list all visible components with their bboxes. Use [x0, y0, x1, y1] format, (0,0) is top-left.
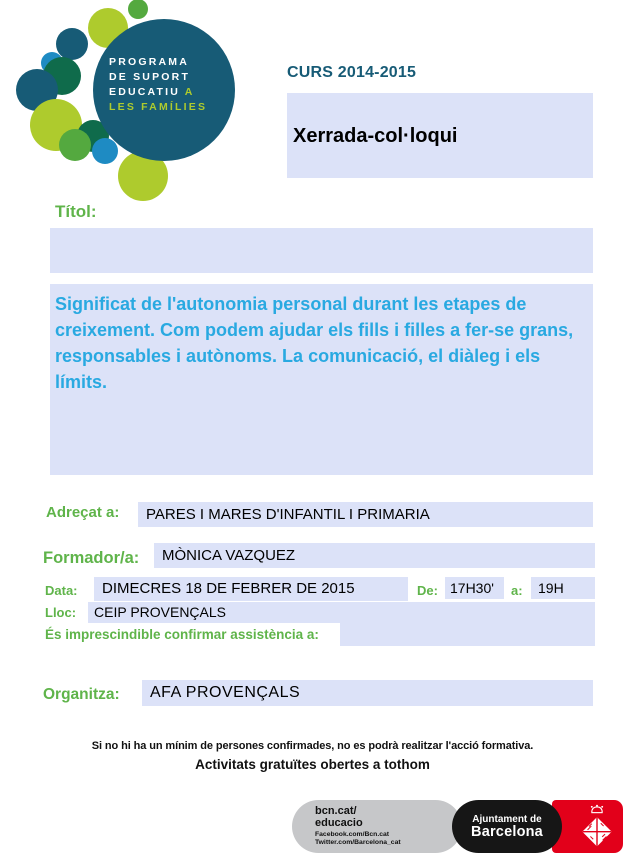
event-type-box [287, 93, 593, 178]
logo-line-3: EDUCATIU A [109, 86, 195, 98]
logo-circle-green-top [128, 0, 148, 19]
logo-main-circle [93, 19, 235, 161]
de-label: De: [417, 583, 438, 598]
logo-line-2: DE SUPORT [109, 71, 191, 83]
formador-field[interactable]: MÒNICA VAZQUEZ [154, 543, 595, 568]
ajuntament-panel [452, 800, 562, 853]
barcelona-coat-of-arms-icon [580, 804, 614, 850]
organitza-field[interactable]: AFA PROVENÇALS [142, 680, 593, 706]
lloc-field[interactable]: CEIP PROVENÇALS [88, 602, 595, 623]
logo-circle-teal-small [56, 28, 88, 60]
titol-label: Títol: [55, 202, 97, 221]
data-label: Data: [45, 583, 78, 598]
description-text: Significat de l'autonomia personal durant les etapes de creixement. Com podem ajudar els fills i filles a fer-se grans, responsables i autònoms. La comunicació, el diàleg i els límits. [55, 294, 574, 392]
data-field[interactable]: DIMECRES 18 DE FEBRER DE 2015 [94, 577, 408, 601]
confirm-attendance-field[interactable] [340, 623, 595, 646]
institutional-bar [292, 800, 623, 853]
ajuntament-line2: Barcelona [471, 823, 543, 840]
event-type-title: Xerrada-col·loqui [293, 125, 458, 147]
lloc-label: Lloc: [45, 605, 77, 620]
barcelona-emblem-panel [552, 800, 623, 853]
free-activities-note: Activitats gratuïtes obertes a tothom [195, 757, 430, 772]
twitter-link: Twitter.com/Barcelona_cat [315, 839, 401, 846]
adrecat-label: Adreçat a: [46, 504, 120, 521]
facebook-link: Facebook.com/Bcn.cat [315, 831, 390, 838]
bcn-links-text [315, 806, 401, 847]
confirm-attendance-label: És imprescindible confirmar assistència a: [45, 627, 319, 642]
end-time-field[interactable]: 19H [531, 577, 595, 599]
organitza-label: Organitza: [43, 686, 120, 703]
logo-line-4: LES FAMÍLIES [109, 101, 208, 113]
description-field[interactable] [50, 284, 593, 475]
logo-line-1: PROGRAMA [109, 56, 190, 68]
titol-field[interactable] [50, 228, 593, 273]
a-label: a: [511, 583, 523, 598]
formador-label: Formador/a: [43, 549, 140, 567]
course-year-heading: CURS 2014-2015 [287, 64, 417, 81]
minimum-persons-note: Si no hi ha un mínim de persones confirmades, no es podrà realitzar l'acció formativa. [91, 740, 534, 752]
start-time-field[interactable]: 17H30' [445, 577, 504, 599]
bcn-links-panel [292, 800, 462, 853]
logo-circle-green-bottom [59, 129, 91, 161]
logo-circle-blue-bottom [92, 138, 118, 164]
bcn-url-line1: bcn.cat/ [315, 805, 357, 817]
bcn-url-line2: educacio [315, 816, 363, 829]
logo-text [109, 55, 207, 115]
ajuntament-line1: Ajuntament de [472, 813, 542, 825]
adrecat-field[interactable]: PARES I MARES D'INFANTIL I PRIMARIA [138, 502, 593, 527]
